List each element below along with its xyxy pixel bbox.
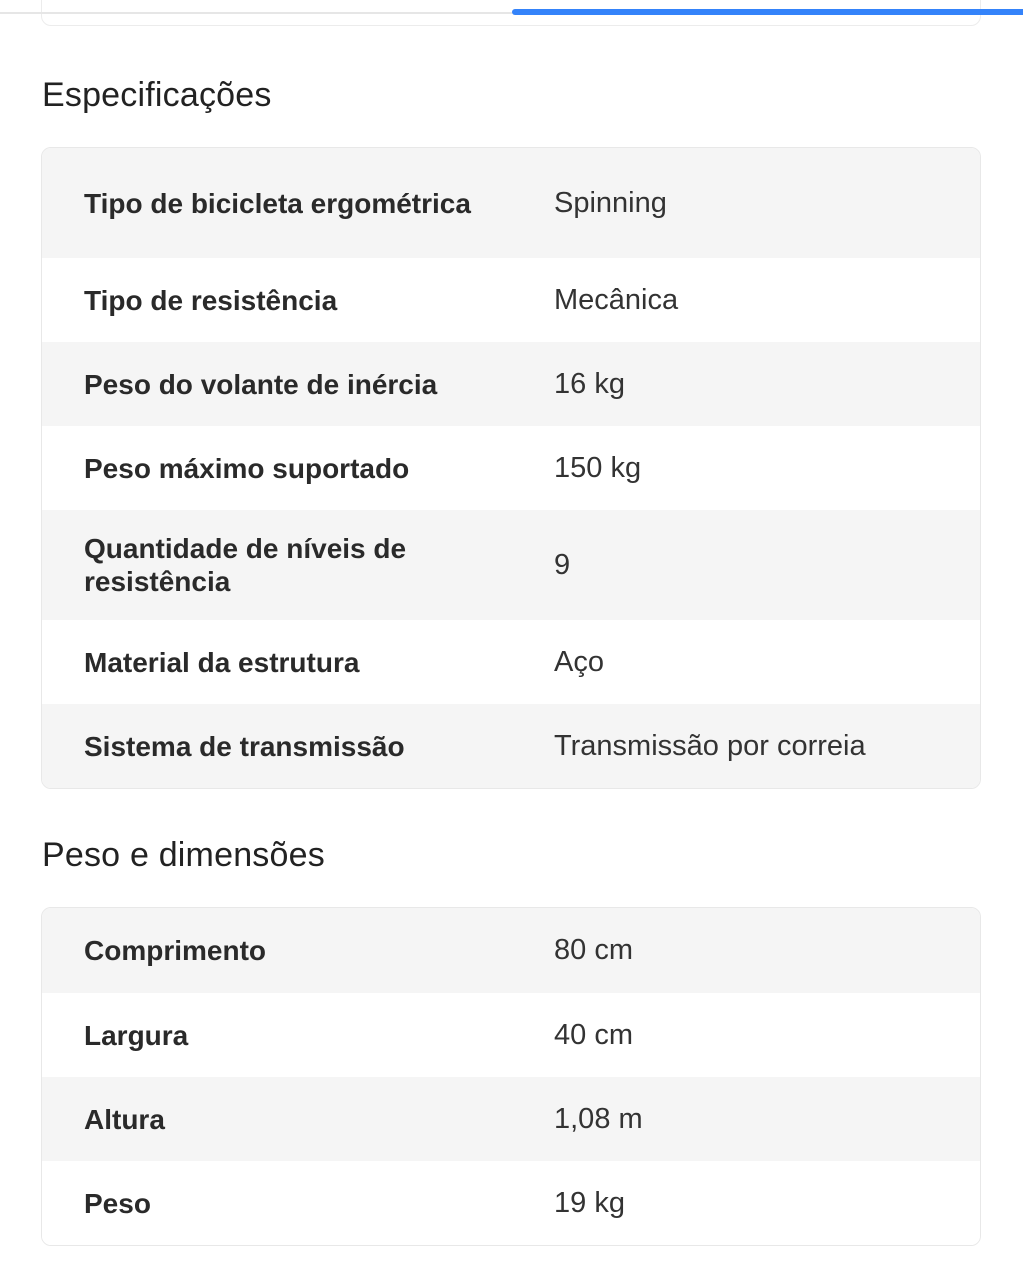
spec-value: 1,08 m <box>554 1102 643 1135</box>
spec-value: Aço <box>554 645 604 678</box>
tab-active-indicator <box>512 9 1023 15</box>
spec-value: 80 cm <box>554 934 633 966</box>
dimensions-section-title: Peso e dimensões <box>42 836 325 874</box>
spec-value: Spinning <box>554 186 667 219</box>
spec-value: 9 <box>554 548 571 581</box>
table-row <box>42 993 980 1077</box>
spec-label: Tipo de bicicleta ergométrica <box>84 187 471 219</box>
table-row <box>42 148 980 258</box>
table-row <box>42 1161 980 1245</box>
table-row <box>42 426 980 510</box>
table-row <box>42 704 980 788</box>
spec-label: Sistema de transmissão <box>84 730 405 762</box>
table-row <box>42 510 980 620</box>
spec-label: Quantidade de níveis de resistência <box>84 533 407 597</box>
spec-value: 150 kg <box>554 451 642 484</box>
spec-value: 16 kg <box>554 367 625 400</box>
specs-section-title: Especificações <box>42 76 272 114</box>
spec-label: Peso máximo suportado <box>84 452 410 484</box>
spec-label: Peso <box>84 1187 151 1219</box>
spec-label: Comprimento <box>84 935 266 966</box>
spec-value: Mecânica <box>554 283 679 316</box>
tab-indicator-track <box>0 12 515 14</box>
specs-table <box>41 147 981 789</box>
spec-label: Tipo de resistência <box>84 284 338 316</box>
spec-label: Peso do volante de inércia <box>84 368 438 400</box>
spec-value: 40 cm <box>554 1018 633 1051</box>
table-row <box>42 908 980 993</box>
table-row <box>42 620 980 704</box>
spec-label: Material da estrutura <box>84 646 360 678</box>
table-row <box>42 258 980 342</box>
top-strip <box>0 0 1023 30</box>
spec-value: Transmissão por correia <box>554 729 866 762</box>
table-row <box>42 1077 980 1161</box>
dimensions-table <box>41 907 981 1246</box>
spec-label: Altura <box>84 1103 165 1135</box>
spec-label: Largura <box>84 1019 189 1051</box>
table-row <box>42 342 980 426</box>
spec-value: 19 kg <box>554 1186 625 1219</box>
